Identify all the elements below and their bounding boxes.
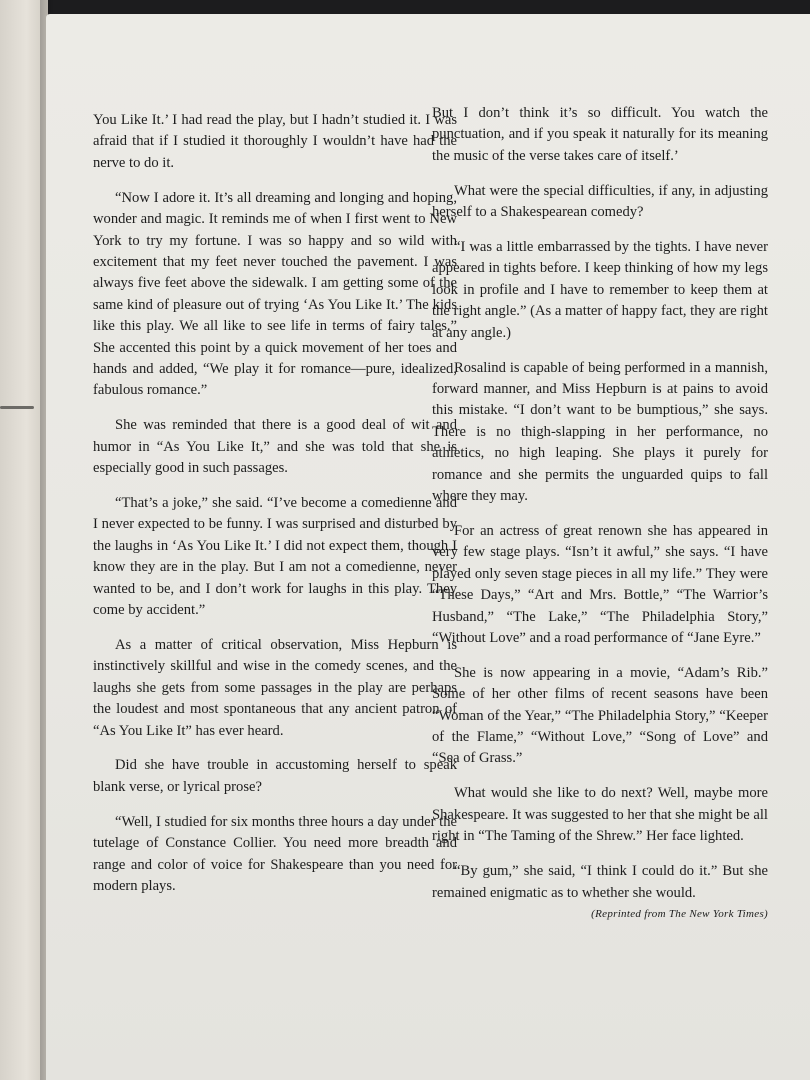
paragraph: What were the special difficulties, if any, in adjusting herself to a Shakespearean comedy? [432,182,768,221]
final-paragraph [432,861,768,920]
paragraph: She is now appearing in a movie, “Adam’s Rib.” Some of her other films of recent seasons have been “Woman of the Year,” “The Philadelphia Story,” “Keeper of the Flame,” “Without Love,” “Song of Love” and “Sea of Grass.” [432,664,768,767]
right-column [432,103,768,925]
paragraph: She was reminded that there is a good deal of wit and humor in “As You Like It,” and she was told that she is especially good in such passages. [93,417,457,477]
paragraph: For an actress of great renown she has appeared in very few stage plays. “Isn’t it awful,” she says. “I have played only seven stage pieces in all my life.” They were “These Days,” “Art and Mrs. Bottle,” “The Warrior’s Husband,” “The Lake,” “The Philadelphia Story,” “Without Love” and a road performance of “Jane Eyre.” [432,522,768,646]
paragraph: “That’s a joke,” she said. “I’ve become a comedienne and I never expected to be funny. I was surprised and disturbed by the laughs in ‘As You Like It.’ I did not expect them, though I know they are in the play. But I am not a comedienne, never wanted to be, and I don’t work for laughs in this play. They come by accident.” [93,495,457,619]
left-column [93,110,457,897]
paragraph-continued: You Like It.’ I had read the play, but I hadn’t studied it. I was afraid that if I studied it thoroughly I wouldn’t have had the nerve to do it. [93,112,457,171]
paragraph: “Now I adore it. It’s all dreaming and longing and hoping, wonder and magic. It reminds me of when I first went to New York to try my fortune. I was so happy and so wild with excitement that my feet never touched the pavement. I was always five feet above the sidewalk. I am getting some of the same kind of pleasure out of trying ‘As You Like It.’ The kids like this play. We all like to see life in terms of fairy tales.” She accented this point by a quick movement of her toes and hands and added, “We play it for romance—pure, idealized, fabulous romance.” [93,189,457,399]
paragraph: Did she have trouble in accustoming herself to speak blank verse, or lyrical prose? [93,757,457,795]
page-edge-mark [0,406,34,409]
paragraph-continued: But I don’t think it’s so difficult. You watch the punctuation, and if you speak it naturally for its meaning the music of the verse takes care of itself.’ [432,105,768,164]
paragraph: What would she like to do next? Well, maybe more Shakespeare. It was suggested to her that she might be all right in “The Taming of the Shrew.” Her face lighted. [432,785,768,845]
paragraph: “I was a little embarrassed by the tights. I have never appeared in tights before. I keep thinking of how my legs look in profile and I have to remember to keep them at the right angle.” (As a matter of happy fact, they are right at any angle.) [432,239,768,341]
program-page [46,14,810,1080]
reprint-credit [569,904,768,925]
final-paragraph-text: “By gum,” she said, “I think I could do it.” But she remained enigmatic as to whether she would. [432,863,768,901]
credit-suffix: ) [764,907,768,920]
paragraph: As a matter of critical observation, Miss Hepburn is instinctively skillful and wise in the comedy scenes, and the laughs she gets from some passages in the play are perhaps the loudest and most spontaneous that any ancient patron of “As You Like It” has ever heard. [93,636,457,739]
paragraph: “Well, I studied for six months three hours a day under the tutelage of Constance Collier. You need more breadth and range and color of voice for Shakespeare than you need for modern plays. [93,813,457,894]
credit-prefix: (Reprinted from [591,907,669,920]
credit-source: The New York Times [668,907,765,920]
paragraph: Rosalind is capable of being performed in a mannish, forward manner, and Miss Hepburn is at pains to avoid this mistake. “I don’t want to be bumptious,” she says. There is no thigh-slapping in her performance, no athletics, no high leaping. She plays it purely for romance and she permits the unguarded quips to fall where they may. [432,359,768,504]
